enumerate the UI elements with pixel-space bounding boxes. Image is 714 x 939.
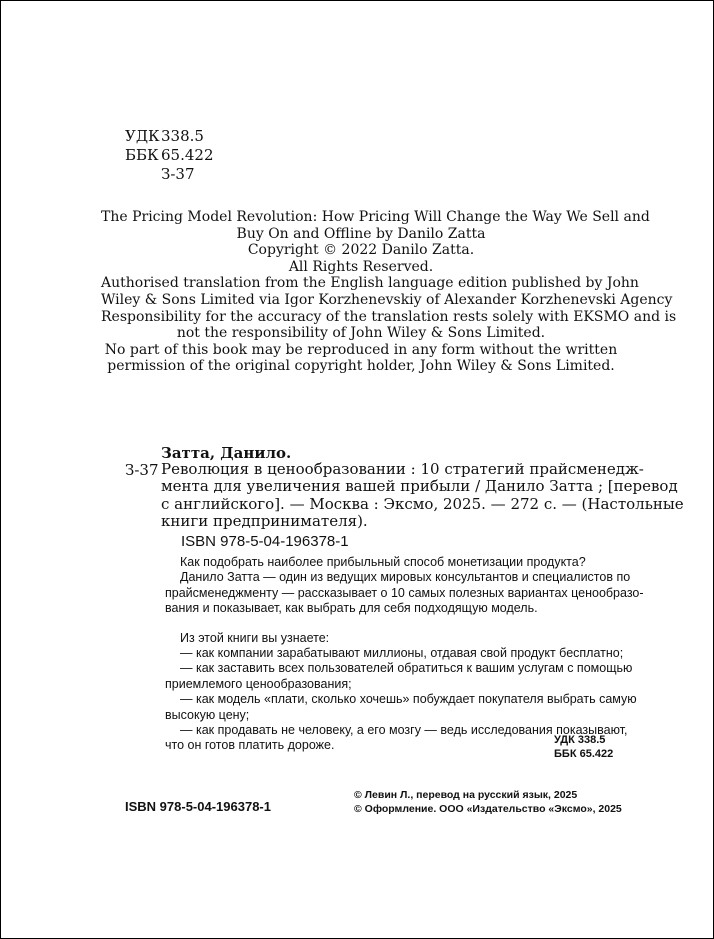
- footer-isbn: ISBN 978-5-04-196378-1: [125, 799, 271, 814]
- annotation-line: Данило Затта — один из ведущих мировых консультантов и специалистов по: [180, 570, 631, 585]
- bib-author: Затта, Данило.: [161, 444, 292, 462]
- copyright-line: Wiley & Sons Limited via Igor Korzhenevskiy of Alexander Korzhenevski Agency: [101, 291, 673, 308]
- annotation-line: высокую цену;: [165, 707, 250, 722]
- classification-block: [125, 127, 214, 184]
- bib-code: З-37: [125, 461, 159, 479]
- annotation-line: прайсменеджменту — рассказывает о 10 самых полезных вариантах ценообразо-: [165, 585, 644, 600]
- annotation: [165, 555, 644, 754]
- bbk-label: ББК: [125, 146, 159, 164]
- copyright-line: No part of this book may be reproduced in any form without the written: [104, 341, 618, 358]
- bib-line: мента для увеличения вашей прибыли / Данило Затта ; [перевод: [161, 477, 678, 496]
- design-credit: © Оформление. ООО «Издательство «Эксмо», 2025: [354, 803, 622, 815]
- bib-line: книги предпринимателя).: [161, 512, 368, 531]
- copyright-line: permission of the original copyright holder, John Wiley & Sons Limited.: [107, 358, 615, 375]
- copyright-line: Copyright © 2022 Danilo Zatta.: [247, 242, 475, 259]
- bbk-value: 65.422: [161, 146, 214, 164]
- udk-row: [125, 127, 214, 146]
- translation-credit: © Левин Л., перевод на русский язык, 2025: [354, 789, 578, 801]
- copyright-notice: [101, 209, 677, 375]
- annotation-line: — как заставить всех пользователей обратиться к вашим услугам с помощью: [180, 661, 633, 676]
- annotation-bbk: ББК 65.422: [554, 748, 614, 760]
- annotation-line: — как компании зарабатывают миллионы, отдавая свой продукт бесплатно;: [180, 646, 624, 661]
- copyright-line: Responsibility for the accuracy of the translation rests solely with EKSMO and is: [101, 308, 677, 325]
- author-mark: З-37: [161, 165, 195, 183]
- copyright-line: The Pricing Model Revolution: How Pricing Will Change the Way We Sell and: [101, 209, 650, 225]
- copyright-line: Authorised translation from the English language edition published by John: [101, 275, 639, 292]
- bib-line: с английского]. — Москва : Эксмо, 2025. — 272 с. — (Настольные: [161, 494, 684, 513]
- udk-value: 338.5: [161, 127, 204, 145]
- annotation-line: — как продавать не человеку, а его мозгу — ведь исследования показывают,: [180, 723, 628, 738]
- copyright-line: not the responsibility of John Wiley & Sons Limited.: [176, 325, 546, 342]
- annotation-line: — как модель «плати, сколько хочешь» побуждает покупателя выбрать самую: [180, 692, 637, 707]
- copyright-line: Buy On and Offline by Danilo Zatta: [236, 225, 486, 242]
- annotation-udk: УДК 338.5: [554, 734, 606, 746]
- bib-description: [161, 460, 684, 531]
- paragraph-gap: [165, 617, 615, 631]
- annotation-line: приемлемого ценообразования;: [165, 676, 352, 691]
- bib-isbn: ISBN 978-5-04-196378-1: [181, 533, 349, 550]
- annotation-line: вания и показывает, как выбрать для себя подходящую модель.: [165, 601, 538, 616]
- annotation-classification: [554, 733, 613, 761]
- udk-label: УДК: [125, 127, 160, 145]
- bib-line: Революция в ценообразовании : 10 стратегий прайсменедж-: [161, 460, 644, 478]
- footer-credits: [354, 788, 622, 816]
- copyright-line: All Rights Reserved.: [288, 258, 434, 275]
- annotation-line: что он готов платить дороже.: [165, 738, 335, 753]
- annotation-line: Из этой книги вы узнаете:: [180, 630, 330, 645]
- annotation-line: Как подобрать наиболее прибыльный способ монетизации продукта?: [180, 555, 586, 569]
- bbk-row: [125, 146, 214, 165]
